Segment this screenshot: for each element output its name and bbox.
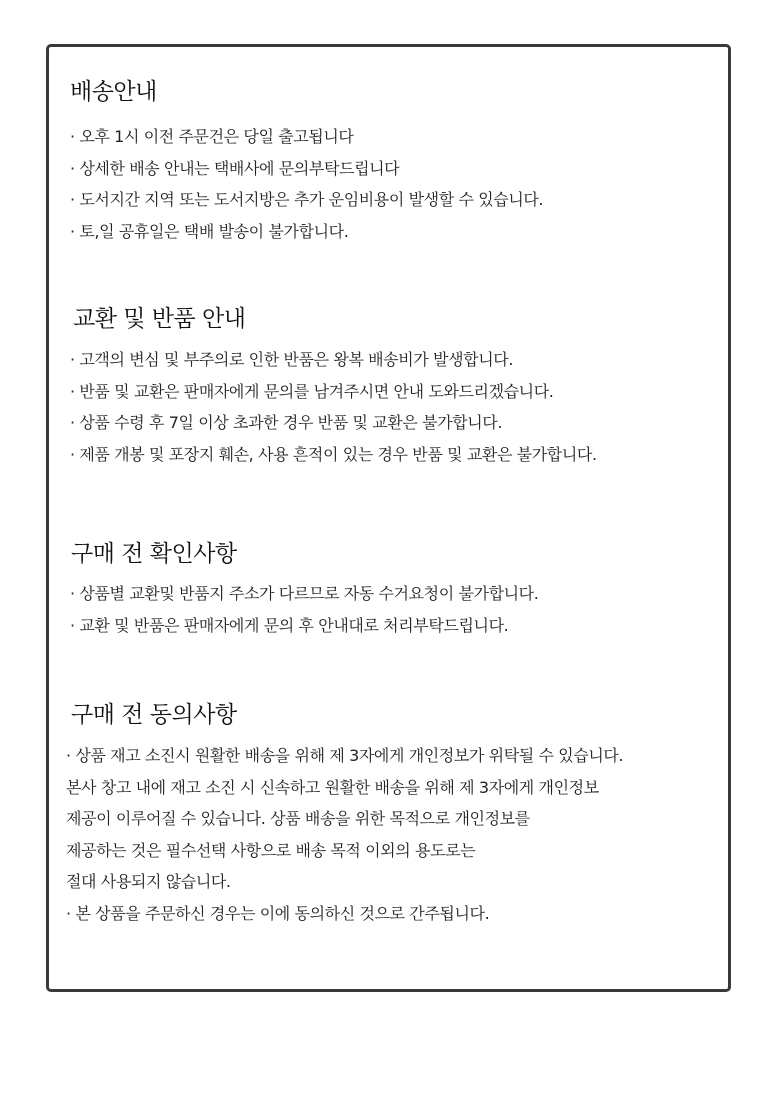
pre-purchase-check-section [71, 539, 718, 641]
list-item: · 오후 1시 이전 주문건은 당일 출고됩니다 [70, 127, 354, 146]
consent-text [66, 740, 718, 929]
section-title: 배송안내 [70, 79, 157, 105]
consent-line: 제공하는 것은 필수선택 사항으로 배송 목적 이외의 용도로는 [66, 840, 476, 860]
consent-line: · 상품 재고 소진시 원활한 배송을 위해 제 3자에게 개인정보가 위탁될 수 있습니다. [66, 746, 624, 765]
list-item: · 토,일 공휴일은 택배 발송이 불가합니다. [70, 222, 349, 242]
section-title: 교환 및 반품 안내 [73, 306, 246, 332]
exchange-return-list [70, 344, 718, 471]
list-item: · 도서지간 지역 또는 도서지방은 추가 운임비용이 발생할 수 있습니다. [70, 190, 544, 210]
list-item: · 교환 및 반품은 판매자에게 문의 후 안내대로 처리부탁드립니다. [70, 615, 509, 635]
shipping-info-list [70, 121, 718, 248]
consent-line: 제공이 이루어질 수 있습니다. 상품 배송을 위한 목적으로 개인정보를 [66, 809, 530, 828]
pre-purchase-check-list [70, 578, 718, 641]
list-item: · 상품별 교환및 반품지 주소가 다르므로 자동 수거요청이 불가합니다. [70, 584, 539, 603]
section-title: 구매 전 확인사항 [71, 541, 237, 567]
notice-box [46, 44, 731, 992]
exchange-return-section [70, 304, 718, 471]
section-title: 구매 전 동의사항 [71, 702, 237, 728]
list-item: · 상세한 배송 안내는 택배사에 문의부탁드립니다 [70, 158, 400, 178]
consent-line: · 본 상품을 주문하신 경우는 이에 동의하신 것으로 간주됩니다. [66, 903, 490, 923]
list-item: · 반품 및 교환은 판매자에게 문의를 남겨주시면 안내 도와드리겠습니다. [70, 381, 554, 401]
consent-line: 절대 사용되지 않습니다. [66, 872, 231, 891]
consent-line: 본사 창고 내에 재고 소진 시 신속하고 원활한 배송을 위해 제 3자에게 개인정보 [66, 777, 599, 797]
shipping-info-section [70, 77, 718, 248]
list-item: · 상품 수령 후 7일 이상 초과한 경우 반품 및 교환은 불가합니다. [70, 413, 503, 433]
pre-purchase-consent-section [66, 700, 718, 929]
list-item: · 제품 개봉 및 포장지 훼손, 사용 흔적이 있는 경우 반품 및 교환은 불가합니다. [70, 445, 597, 465]
list-item: · 고객의 변심 및 부주의로 인한 반품은 왕복 배송비가 발생합니다. [70, 350, 514, 369]
